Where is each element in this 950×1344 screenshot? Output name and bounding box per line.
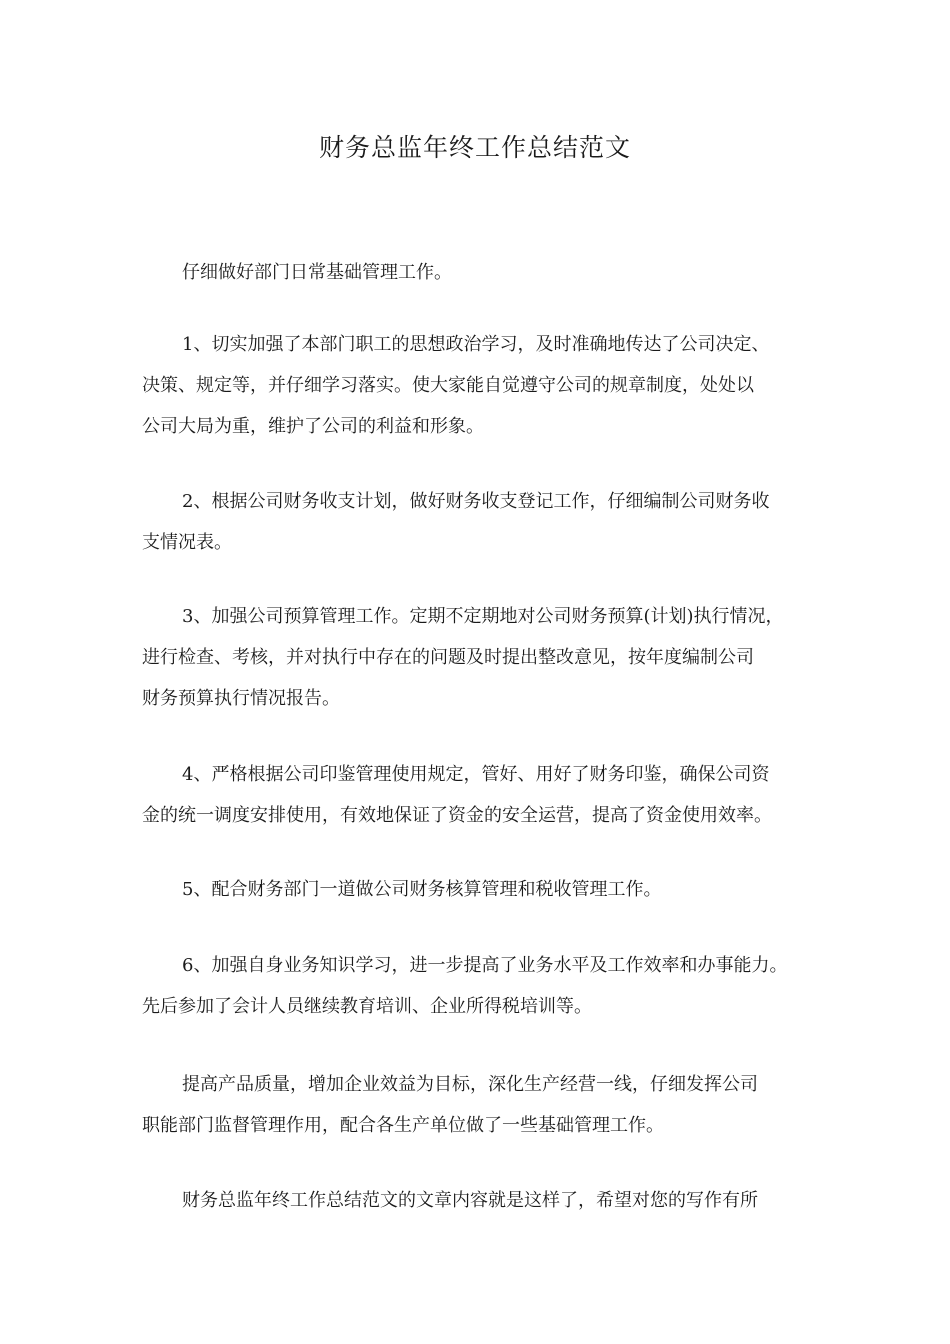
paragraph-line: 财务总监年终工作总结范文的文章内容就是这样了，希望对您的写作有所 bbox=[182, 1190, 758, 1211]
paragraph-intro bbox=[142, 252, 822, 293]
paragraph-line: 提高产品质量，增加企业效益为目标，深化生产经营一线，仔细发挥公司 bbox=[182, 1074, 758, 1095]
paragraph-line: 仔细做好部门日常基础管理工作。 bbox=[182, 262, 452, 283]
paragraph-line: 金的统一调度安排使用，有效地保证了资金的安全运营，提高了资金使用效率。 bbox=[142, 805, 772, 826]
paragraph-summary bbox=[142, 1064, 822, 1146]
paragraph-line: 5、配合财务部门一道做公司财务核算管理和税收管理工作。 bbox=[182, 879, 662, 900]
paragraph-line: 进行检查、考核，并对执行中存在的问题及时提出整改意见，按年度编制公司 bbox=[142, 647, 754, 668]
paragraph-line: 财务预算执行情况报告。 bbox=[142, 688, 340, 709]
paragraph-closing bbox=[142, 1180, 822, 1221]
paragraph-line: 6、加强自身业务知识学习，进一步提高了业务水平及工作效率和办事能力。 bbox=[182, 955, 788, 976]
paragraph-line: 公司大局为重，维护了公司的利益和形象。 bbox=[142, 416, 484, 437]
paragraph-item-4 bbox=[142, 754, 822, 836]
paragraph-line: 1、切实加强了本部门职工的思想政治学习，及时准确地传达了公司决定、 bbox=[182, 334, 770, 355]
paragraph-item-5 bbox=[142, 869, 822, 910]
paragraph-line: 4、严格根据公司印鉴管理使用规定，管好、用好了财务印鉴，确保公司资 bbox=[182, 764, 770, 785]
document-title: 财务总监年终工作总结范文 bbox=[318, 133, 631, 162]
paragraph-line: 决策、规定等，并仔细学习落实。使大家能自觉遵守公司的规章制度，处处以 bbox=[142, 375, 754, 396]
paragraph-line: 支情况表。 bbox=[142, 532, 232, 553]
paragraph-item-1 bbox=[142, 324, 822, 447]
paragraph-line: 2、根据公司财务收支计划，做好财务收支登记工作，仔细编制公司财务收 bbox=[182, 491, 770, 512]
paragraph-item-3 bbox=[142, 596, 822, 719]
paragraph-item-2 bbox=[142, 481, 822, 563]
paragraph-line: 3、加强公司预算管理工作。定期不定期地对公司财务预算(计划)执行情况， bbox=[182, 606, 784, 627]
paragraph-line: 职能部门监督管理作用，配合各生产单位做了一些基础管理工作。 bbox=[142, 1115, 664, 1136]
paragraph-line: 先后参加了会计人员继续教育培训、企业所得税培训等。 bbox=[142, 996, 592, 1017]
paragraph-item-6 bbox=[142, 945, 822, 1027]
